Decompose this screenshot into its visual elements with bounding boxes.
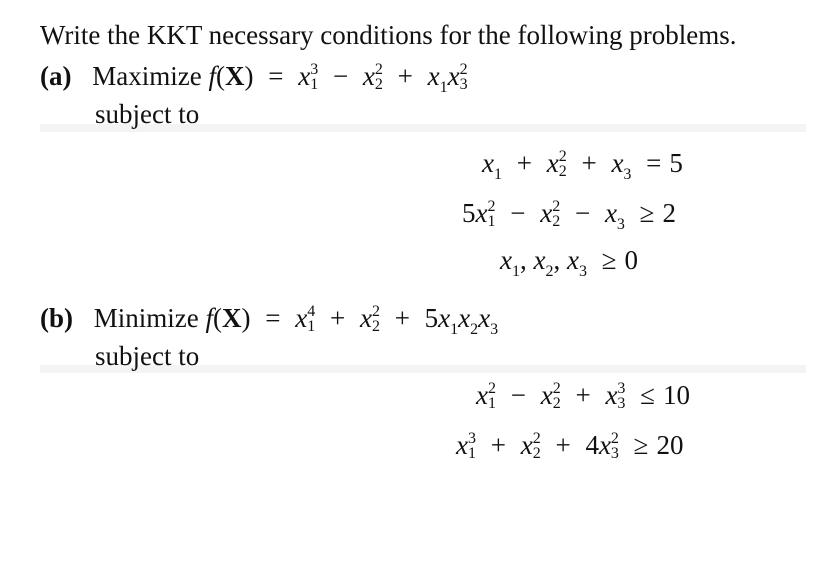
- part-b-constraint-2: x 3 1 + x 2 2 + 4x 2 3 ≥ 20: [456, 429, 684, 462]
- part-a-constraint-2: 5x 2 1 − x 2 2 − $x_3 \ge 2$: [462, 197, 676, 233]
- part-a-constraint-3: $x_1$, $x_2$, $x_3 \ge 0$: [500, 245, 639, 280]
- part-a-verb: Maximize: [92, 61, 202, 91]
- part-b-constraint-2-rhs: 20: [656, 430, 684, 460]
- part-a-constraint-2-coef: 5: [462, 198, 476, 228]
- part-b-verb: Minimize: [93, 303, 199, 333]
- part-b-subject-to: subject to: [95, 341, 200, 371]
- part-a-constraint-1-rhs: 5: [669, 148, 683, 178]
- part-a-constraint-2-rhs: 2: [662, 198, 676, 228]
- part-b-constraint-1-rhs: 10: [663, 380, 690, 410]
- part-a-subject-to: subject to: [95, 99, 200, 129]
- part-a-objective: (a) Maximize f(X) = x 3 1 − x 2 2 + $x_1x$ 2 3: [40, 60, 468, 96]
- problem-intro: Write the KKT necessary conditions for the following problems.: [40, 20, 737, 50]
- part-b-constraint-2-coef: 4: [585, 430, 599, 460]
- part-a-constraint-3-rhs: 0: [624, 245, 639, 275]
- part-b-constraint-1: x 2 1 − x 2 2 + x 3 3 ≤ 10: [476, 379, 690, 412]
- part-b-objective-coef: 5: [424, 303, 439, 333]
- part-a-constraint-1: $x_1 + x$ 2 2 + $x_3 = 5$: [482, 147, 683, 183]
- part-a-label: (a): [40, 61, 72, 91]
- part-b-label: (b): [40, 303, 73, 333]
- part-b-objective: (b) Minimize f(X) = x 4 1 + x 2 2 + $5x_1x_2x_3$: [40, 302, 499, 338]
